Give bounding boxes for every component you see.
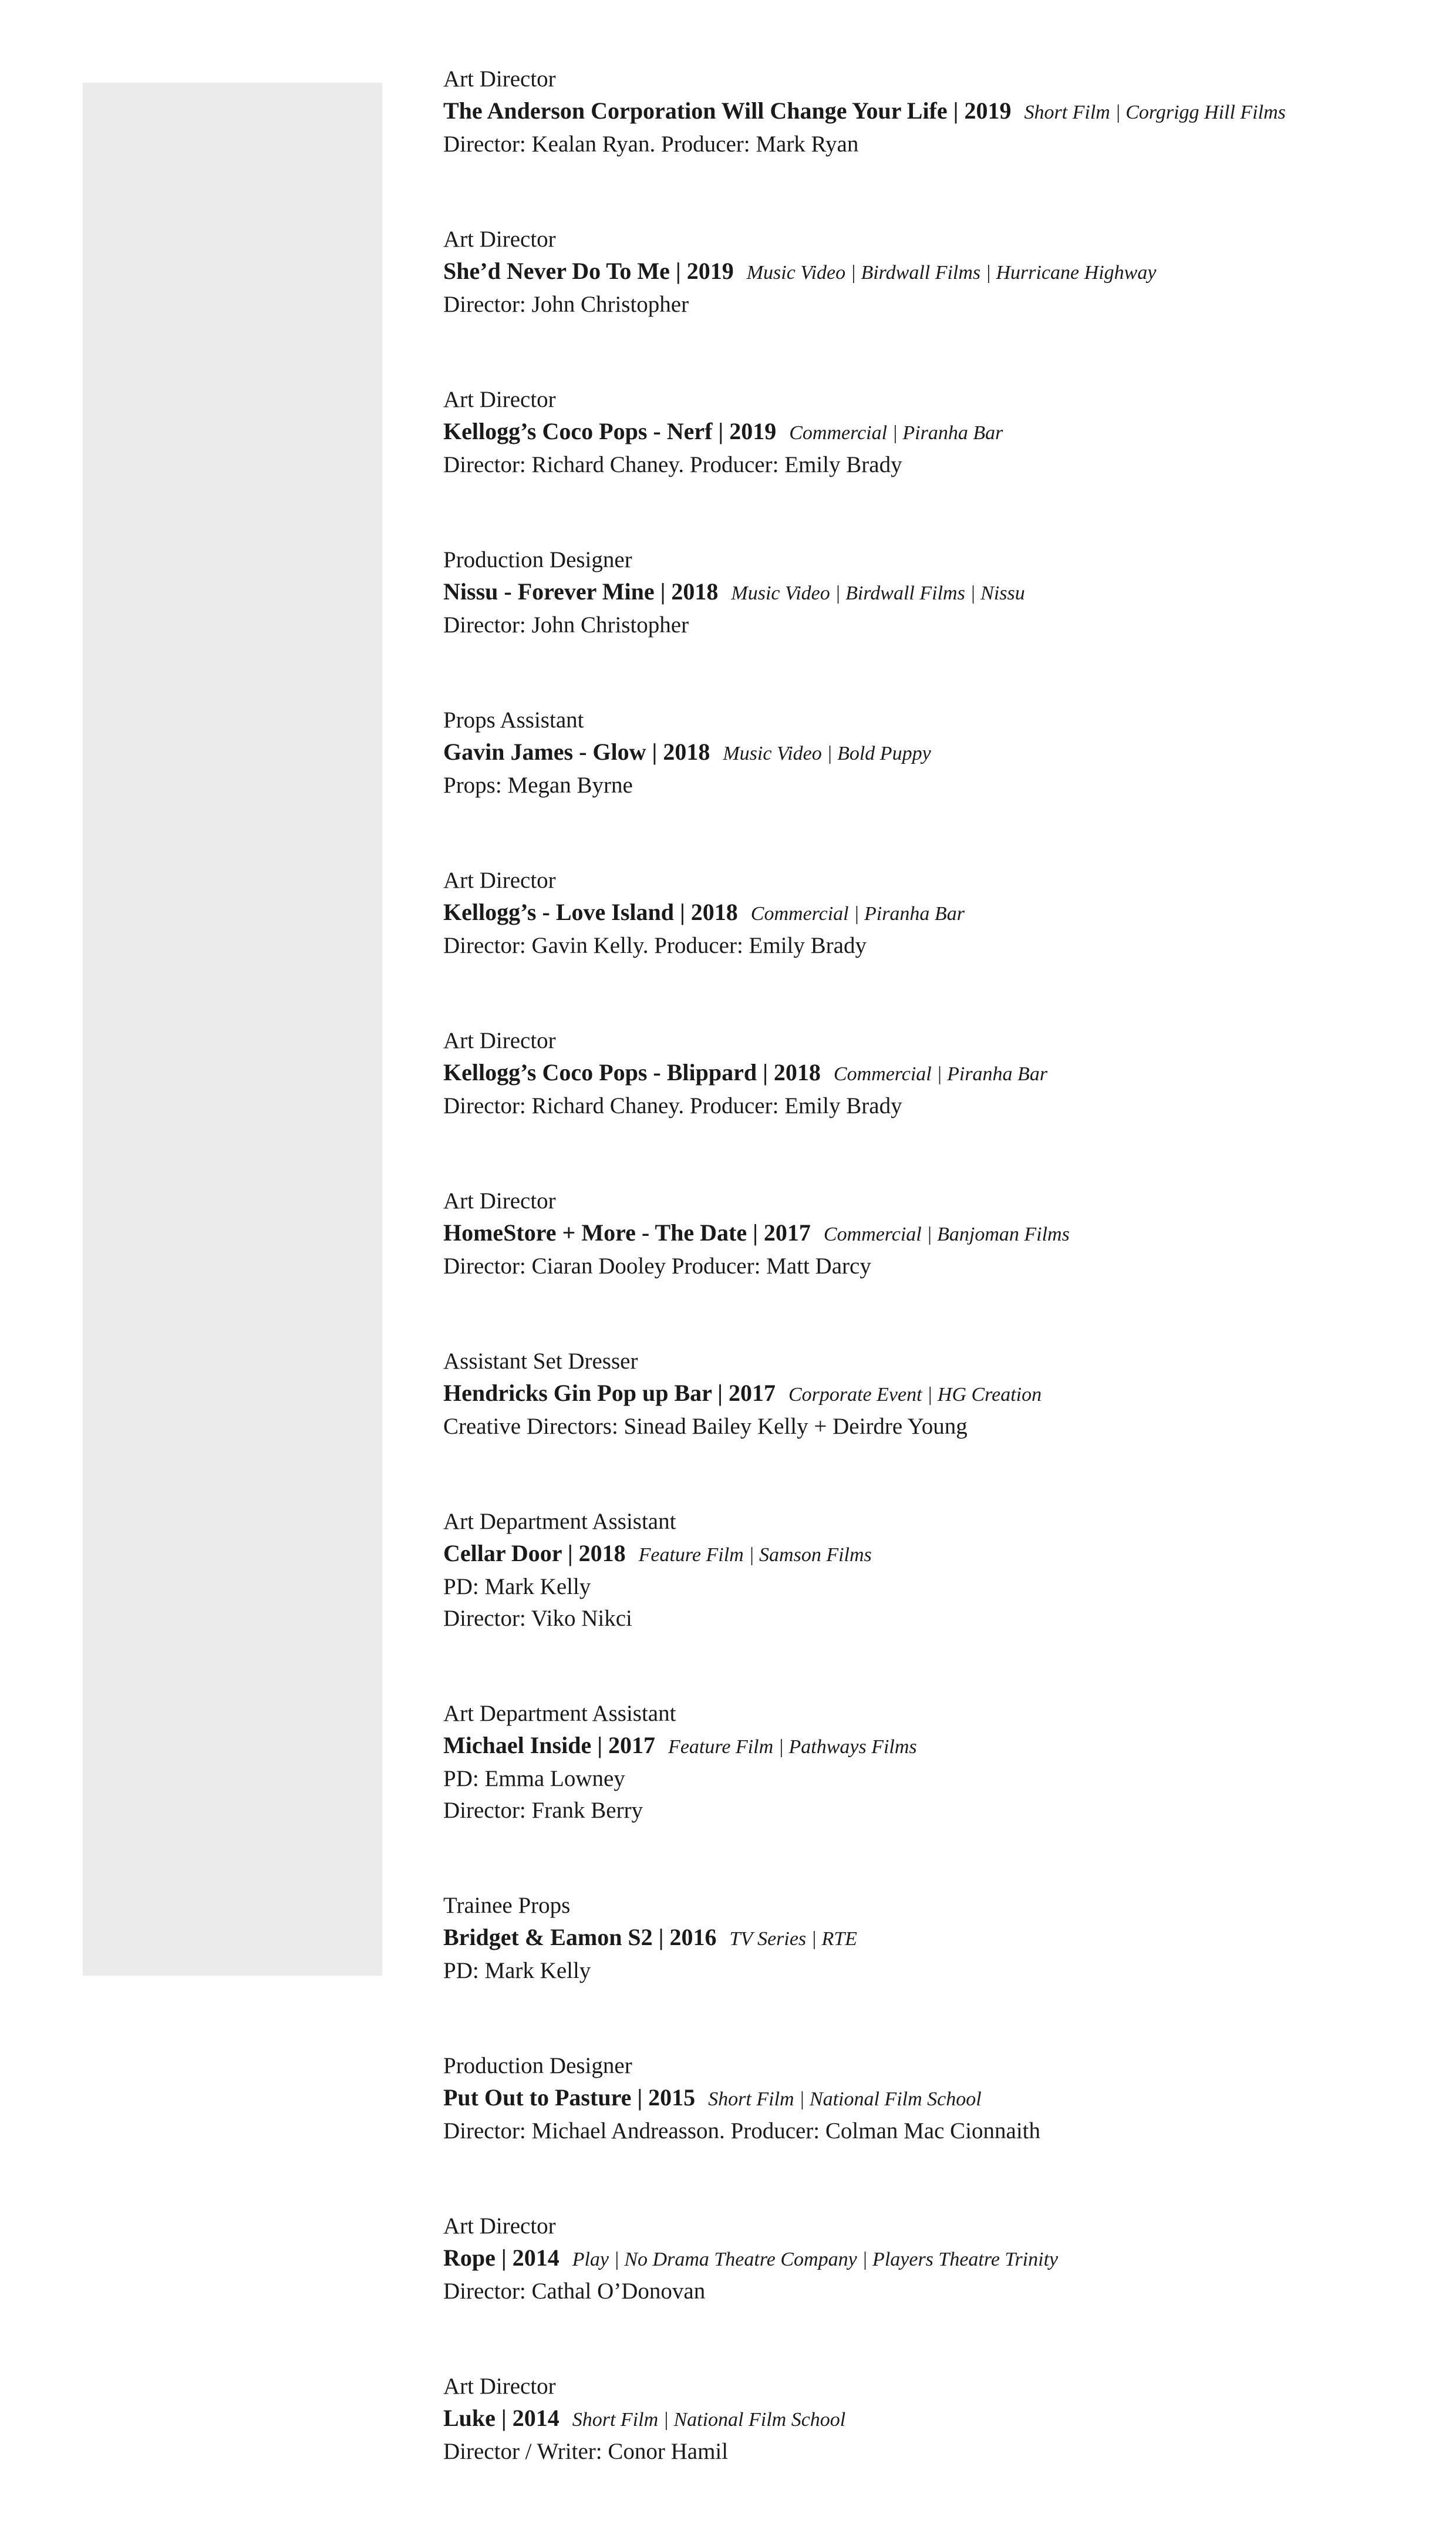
credit-role: Art Director xyxy=(443,1188,556,1214)
credit-meta: Commercial | Piranha Bar xyxy=(789,422,1003,444)
credit-title: Hendricks Gin Pop up Bar | 2017 xyxy=(443,1380,776,1406)
credit-title: The Anderson Corporation Will Change Your Life | 2019 xyxy=(443,97,1012,124)
credit-entry xyxy=(443,384,1430,481)
credit-title-line xyxy=(443,2082,1430,2115)
credit-entry xyxy=(443,1025,1430,1122)
credit-meta: Commercial | Piranha Bar xyxy=(833,1063,1048,1085)
credit-detail: Director: Richard Chaney. Producer: Emily Brady xyxy=(443,1093,902,1118)
credit-role: Assistant Set Dresser xyxy=(443,1349,638,1374)
sidebar-panel xyxy=(83,83,382,1976)
credit-role: Art Director xyxy=(443,227,556,252)
credit-title-line xyxy=(443,1730,1430,1763)
credit-meta: Music Video | Bold Puppy xyxy=(723,743,931,764)
credit-title: Gavin James - Glow | 2018 xyxy=(443,739,710,765)
credit-entry xyxy=(443,865,1430,962)
credit-role: Art Director xyxy=(443,1028,556,1053)
credit-title-line xyxy=(443,1538,1430,1571)
credit-entry xyxy=(443,2371,1430,2468)
credit-detail: Director: Michael Andreasson. Producer: Colman Mac Cionnaith xyxy=(443,2118,1041,2144)
credit-entry xyxy=(443,1890,1430,1987)
credit-entry xyxy=(443,1185,1430,1282)
credit-meta: Feature Film | Pathways Films xyxy=(668,1736,917,1758)
credit-detail: PD: Mark Kelly xyxy=(443,1574,591,1599)
credit-entry xyxy=(443,224,1430,321)
credit-title: Put Out to Pasture | 2015 xyxy=(443,2084,696,2111)
credit-role: Production Designer xyxy=(443,2053,632,2078)
credit-title-line xyxy=(443,1377,1430,1411)
credit-detail: Director / Writer: Conor Hamil xyxy=(443,2439,729,2464)
credit-detail: Director: Kealan Ryan. Producer: Mark Ryan xyxy=(443,132,859,157)
credit-entry xyxy=(443,1698,1430,1826)
credit-detail: Director: Ciaran Dooley Producer: Matt Darcy xyxy=(443,1253,871,1279)
credit-entry xyxy=(443,63,1430,160)
credit-title-line xyxy=(443,576,1430,609)
credit-title: Michael Inside | 2017 xyxy=(443,1732,656,1758)
credit-title: Cellar Door | 2018 xyxy=(443,1540,626,1566)
credit-meta: Music Video | Birdwall Films | Nissu xyxy=(731,582,1025,604)
credit-entry xyxy=(443,1506,1430,1634)
credit-entry xyxy=(443,2210,1430,2307)
credit-detail: Director: John Christopher xyxy=(443,612,689,638)
credit-title-line xyxy=(443,1922,1430,1955)
credit-detail: Director: John Christopher xyxy=(443,292,689,317)
credit-detail: PD: Emma Lowney xyxy=(443,1766,625,1791)
credit-meta: Corporate Event | HG Creation xyxy=(788,1384,1042,1406)
credit-title: Rope | 2014 xyxy=(443,2244,560,2271)
credit-role: Art Department Assistant xyxy=(443,1701,676,1726)
credit-title: Kellogg’s Coco Pops - Blippard | 2018 xyxy=(443,1059,821,1086)
credit-title-line xyxy=(443,2402,1430,2436)
credit-title: Kellogg’s - Love Island | 2018 xyxy=(443,899,738,925)
credit-entry xyxy=(443,544,1430,641)
credit-meta: Feature Film | Samson Films xyxy=(638,1544,872,1566)
credit-role: Art Director xyxy=(443,868,556,893)
credit-detail: Props: Megan Byrne xyxy=(443,773,633,798)
credit-detail: Director: Viko Nikci xyxy=(443,1606,632,1631)
credit-title-line xyxy=(443,1217,1430,1251)
credit-meta: TV Series | RTE xyxy=(729,1928,857,1950)
credit-entry xyxy=(443,705,1430,801)
credit-meta: Play | No Drama Theatre Company | Players Theatre Trinity xyxy=(572,2249,1059,2270)
credit-title: She’d Never Do To Me | 2019 xyxy=(443,258,734,284)
credit-detail: Director: Frank Berry xyxy=(443,1798,643,1823)
credit-title: Luke | 2014 xyxy=(443,2405,560,2431)
credit-role: Trainee Props xyxy=(443,1893,571,1918)
credit-title-line xyxy=(443,2242,1430,2276)
credit-title: Bridget & Eamon S2 | 2016 xyxy=(443,1924,717,1950)
credit-title-line xyxy=(443,95,1430,129)
credit-role: Art Director xyxy=(443,387,556,412)
credit-meta: Commercial | Banjoman Films xyxy=(823,1224,1070,1245)
credit-meta: Short Film | National Film School xyxy=(572,2409,846,2431)
credit-title: Kellogg’s Coco Pops - Nerf | 2019 xyxy=(443,418,777,444)
credit-title-line xyxy=(443,736,1430,770)
credit-entry xyxy=(443,2050,1430,2147)
credit-role: Production Designer xyxy=(443,547,632,572)
credit-role: Art Director xyxy=(443,2213,556,2239)
credit-title-line xyxy=(443,897,1430,930)
credit-meta: Music Video | Birdwall Films | Hurricane Highway xyxy=(746,262,1157,284)
credit-entry xyxy=(443,1346,1430,1443)
credit-role: Art Director xyxy=(443,66,556,92)
credit-title-line xyxy=(443,255,1430,289)
credit-title: Nissu - Forever Mine | 2018 xyxy=(443,578,719,605)
credit-detail: Director: Richard Chaney. Producer: Emily Brady xyxy=(443,452,902,477)
credit-role: Art Director xyxy=(443,2374,556,2399)
credit-title-line xyxy=(443,1057,1430,1090)
credit-meta: Short Film | Corgrigg Hill Films xyxy=(1024,102,1286,123)
credits-list xyxy=(443,63,1430,2531)
credit-detail: PD: Mark Kelly xyxy=(443,1958,591,1983)
credit-detail: Director: Cathal O’Donovan xyxy=(443,2279,706,2304)
credit-role: Props Assistant xyxy=(443,707,584,733)
credit-role: Art Department Assistant xyxy=(443,1509,676,1534)
credit-meta: Short Film | National Film School xyxy=(708,2088,982,2110)
credit-detail: Creative Directors: Sinead Bailey Kelly + Deirdre Young xyxy=(443,1414,968,1439)
credit-detail: Director: Gavin Kelly. Producer: Emily Brady xyxy=(443,933,867,958)
credit-title-line xyxy=(443,416,1430,449)
credit-title: HomeStore + More - The Date | 2017 xyxy=(443,1219,811,1246)
credit-meta: Commercial | Piranha Bar xyxy=(750,903,965,925)
